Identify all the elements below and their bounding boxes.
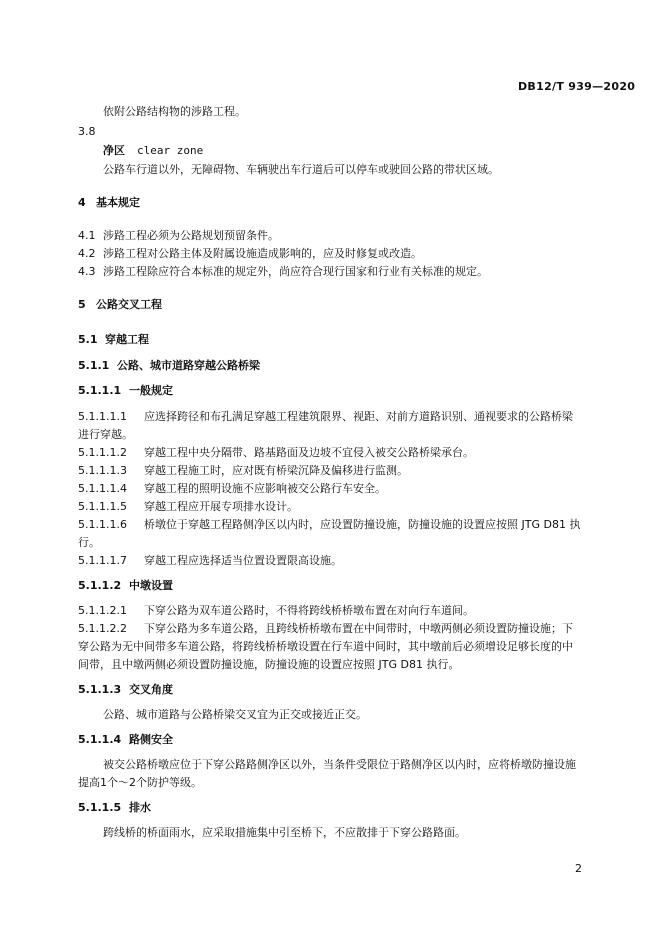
clause-number: 5.1.1.1.6: [78, 518, 127, 531]
clause-number: 3.8: [78, 125, 96, 138]
clause-text: 穿越工程的照明设施不应影响被交公路行车安全。: [144, 482, 386, 495]
clause-number: 5.1.1.2.2: [78, 622, 127, 635]
document-code: DB12/T 939—2020: [518, 80, 636, 93]
clause-text: 下穿公路为多车道公路，且跨线桥桥墩布置在中间带时，中墩两侧必须设置防撞设施；下: [144, 622, 573, 635]
clause-number: 5.1.1.2.1: [78, 604, 127, 617]
section-title: 一般规定: [129, 384, 173, 397]
clause-text: 行。: [78, 536, 100, 549]
clause-text: 穿越工程中央分隔带、路基路面及边坡不宜侵入被交公路桥梁承台。: [144, 446, 474, 459]
clause-number: 5.1.1.1.2: [78, 446, 127, 459]
clause-text: 应选择跨径和布孔满足穿越工程建筑限界、视距、对前方道路识别、通视要求的公路桥梁: [144, 410, 573, 423]
paragraph-text: 公路、城市道路与公路桥梁交叉宜为正交或接近正交。: [103, 708, 367, 721]
clause-number: 5.1.1.1.1: [78, 410, 127, 423]
clause-number: 5.1.1.1.3: [78, 464, 127, 477]
section-number: 5.1.1.2: [78, 579, 122, 592]
section-number: 5.1.1: [78, 359, 110, 372]
section-number: 5.1.1.5: [78, 801, 122, 814]
clause-number: 4.3: [78, 265, 96, 278]
paragraph-text: 跨线桥的桥面雨水，应采取措施集中引至桥下，不应散排于下穿公路路面。: [103, 826, 466, 839]
section-title: 排水: [129, 801, 151, 814]
section-title: 交叉角度: [129, 683, 173, 696]
clause-number: 4.2: [78, 247, 96, 260]
clause-number: 5.1.1.1.4: [78, 482, 127, 495]
section-title: 穿越工程: [105, 333, 149, 346]
clause-text: 涉路工程必须为公路规划预留条件。: [103, 229, 279, 242]
clause-text: 涉路工程对公路主体及附属设施造成影响的，应及时修复或改造。: [103, 247, 422, 260]
section-number: 5.1.1.3: [78, 683, 122, 696]
clause-text: 下穿公路为双车道公路时，不得将跨线桥桥墩布置在对向行车道间。: [144, 604, 474, 617]
paragraph-text: 被交公路桥墩应位于下穿公路路侧净区以外，当条件受限位于路侧净区以内时，应将桥墩防撞设施: [103, 758, 576, 771]
clause-number: 5.1.1.1.5: [78, 500, 127, 513]
clause-text: 穿越工程应选择适当位置设置限高设施。: [144, 554, 342, 567]
section-number: 4: [78, 196, 86, 209]
section-title: 公路、城市道路穿越公路桥梁: [117, 359, 260, 372]
clause-text: 穿越工程施工时，应对既有桥梁沉降及偏移进行监测。: [144, 464, 408, 477]
clause-number: 4.1: [78, 229, 96, 242]
term-en: clear zone: [137, 144, 204, 157]
clause-text: 进行穿越。: [78, 428, 133, 441]
section-number: 5.1.1.4: [78, 733, 122, 746]
clause-text: 涉路工程除应符合本标准的规定外，尚应符合现行国家和行业有关标准的规定。: [103, 265, 488, 278]
section-number: 5: [78, 298, 86, 311]
section-title: 中墩设置: [129, 579, 173, 592]
paragraph-text: 提高1个～2个防护等级。: [78, 776, 202, 789]
clause-text: 穿公路为无中间带多车道公路，将跨线桥桥墩设置在行车道中间时，其中墩前后必须增设足够长度的中: [78, 640, 573, 653]
text-line: 依附公路结构物的涉路工程。: [103, 105, 246, 118]
section-title: 基本规定: [96, 196, 140, 209]
section-title: 路侧安全: [129, 733, 173, 746]
clause-text: 间带，且中墩两侧必须设置防撞设施，防撞设施的设置应按照 JTG D81 执行。: [78, 658, 460, 671]
clause-number: 5.1.1.1.7: [78, 554, 127, 567]
section-title: 公路交叉工程: [96, 298, 162, 311]
clause-text: 桥墩位于穿越工程路侧净区以内时，应设置防撞设施，防撞设施的设置应按照 JTG D81 执: [144, 518, 581, 531]
section-number: 5.1.1.1: [78, 384, 122, 397]
page-number: 2: [575, 862, 582, 875]
term-definition: 公路车行道以外，无障碍物、车辆驶出车行道后可以停车或驶回公路的带状区域。: [103, 163, 499, 176]
section-number: 5.1: [78, 333, 98, 346]
term-zh: 净区: [103, 144, 125, 157]
clause-text: 穿越工程应开展专项排水设计。: [144, 500, 298, 513]
